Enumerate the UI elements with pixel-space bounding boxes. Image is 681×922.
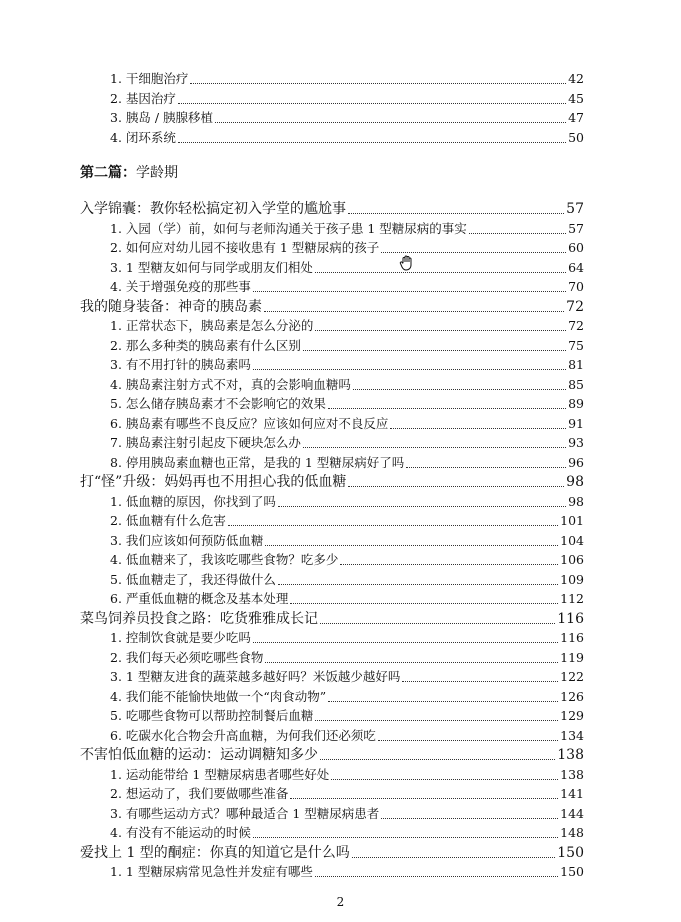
toc-entry-title: 4. 我们能不能愉快地做一个“肉食动物” bbox=[110, 688, 327, 704]
toc-entry-title: 6. 吃碳水化合物会升高血糖，为何我们还必须吃 bbox=[110, 727, 376, 743]
toc-subentry[interactable] bbox=[110, 688, 584, 706]
toc-entry-page: 141 bbox=[560, 786, 584, 801]
toc-entry-title: 1. 运动能带给 1 型糖尿病患者哪些好处 bbox=[110, 766, 330, 782]
toc-entry-page: 138 bbox=[557, 747, 584, 763]
toc-entry-page: 129 bbox=[560, 708, 584, 723]
toc-entry-page: 101 bbox=[560, 513, 584, 528]
toc-subentry[interactable] bbox=[110, 356, 584, 374]
toc-entry-page: 116 bbox=[557, 610, 584, 627]
toc-subentry[interactable] bbox=[110, 668, 584, 686]
part-heading bbox=[80, 164, 178, 182]
toc-subentry[interactable] bbox=[110, 532, 584, 550]
toc-entry-title: 2. 那么多种类的胰岛素有什么区别 bbox=[110, 337, 301, 353]
toc-section-entry[interactable] bbox=[80, 844, 584, 862]
toc-entry-title: 1. 1 型糖尿病常见急性并发症有哪些 bbox=[110, 864, 313, 879]
toc-entry-title: 2. 我们每天必须吃哪些食物 bbox=[110, 649, 264, 665]
dot-leader bbox=[328, 701, 558, 702]
toc-subentry[interactable] bbox=[110, 707, 584, 725]
toc-entry-title: 1. 正常状态下，胰岛素是怎么分泌的 bbox=[110, 318, 314, 333]
dot-leader bbox=[290, 603, 558, 604]
toc-entry-title: 5. 低血糖走了，我还得做什么 bbox=[110, 571, 276, 587]
toc-subentry[interactable] bbox=[110, 649, 584, 667]
dot-leader bbox=[278, 584, 558, 585]
toc-entry-title: 5. 吃哪些食物可以帮助控制餐后血糖 bbox=[110, 708, 314, 723]
toc-subentry[interactable] bbox=[110, 571, 584, 589]
dot-leader bbox=[265, 545, 558, 546]
dot-leader bbox=[328, 408, 566, 409]
toc-entry-title: 3. 我们应该如何预防低血糖 bbox=[110, 532, 264, 548]
toc-subentry[interactable] bbox=[110, 415, 584, 433]
dot-leader bbox=[378, 740, 558, 741]
dot-leader bbox=[340, 564, 558, 565]
dot-leader bbox=[381, 252, 566, 253]
toc-subentry[interactable] bbox=[110, 129, 584, 147]
toc-entry-page: 116 bbox=[560, 630, 584, 645]
toc-entry-title: 2. 如何应对幼儿园不接收患有 1 型糖尿病的孩子 bbox=[110, 240, 380, 255]
toc-entry-title: 4. 闭环系统 bbox=[110, 129, 176, 145]
toc-subentry[interactable] bbox=[110, 317, 584, 335]
toc-entry-page: 57 bbox=[566, 201, 584, 217]
toc-section-entry[interactable] bbox=[80, 473, 584, 491]
toc-section-entry[interactable] bbox=[80, 298, 584, 316]
toc-section-entry[interactable] bbox=[80, 610, 584, 628]
toc-entry-page: 70 bbox=[568, 279, 584, 294]
toc-subentry[interactable] bbox=[110, 766, 584, 784]
toc-entry-title: 4. 胰岛素注射方式不对，真的会影响血糖吗 bbox=[110, 376, 351, 392]
toc-subentry[interactable] bbox=[110, 278, 584, 296]
dot-leader bbox=[178, 103, 566, 104]
toc-entry-page: 47 bbox=[568, 110, 584, 125]
toc-entry-title: 爱找上 1 型的酮症：你真的知道它是什么吗 bbox=[80, 844, 350, 861]
toc-entry-page: 50 bbox=[568, 129, 584, 145]
toc-entry-title: 7. 胰岛素注射引起皮下硬块怎么办 bbox=[110, 435, 301, 450]
dot-leader bbox=[278, 506, 566, 507]
dot-leader bbox=[303, 447, 566, 448]
dot-leader bbox=[303, 350, 566, 351]
toc-subentry[interactable] bbox=[110, 70, 584, 88]
toc-subentry[interactable] bbox=[110, 454, 584, 472]
page-number: 2 bbox=[336, 895, 345, 909]
toc-entry-title: 6. 严重低血糖的概念及基本处理 bbox=[110, 591, 289, 606]
dot-leader bbox=[264, 311, 564, 312]
dot-leader bbox=[215, 122, 566, 123]
toc-entry-title: 3. 有不用打针的胰岛素吗 bbox=[110, 357, 251, 372]
toc-subentry[interactable] bbox=[110, 590, 584, 608]
toc-entry-title: 4. 关于增强免疫的那些事 bbox=[110, 279, 251, 294]
toc-entry-title: 1. 控制饮食就是要少吃吗 bbox=[110, 630, 251, 645]
part-title: 学龄期 bbox=[136, 165, 178, 181]
toc-entry-page: 96 bbox=[568, 454, 584, 470]
dot-leader bbox=[178, 142, 566, 143]
toc-subentry[interactable] bbox=[110, 109, 584, 127]
toc-entry-page: 72 bbox=[566, 298, 584, 315]
dot-leader bbox=[381, 818, 558, 819]
toc-entry-title: 5. 怎么储存胰岛素才不会影响它的效果 bbox=[110, 396, 326, 411]
dot-leader bbox=[315, 330, 566, 331]
dot-leader bbox=[352, 857, 555, 858]
toc-entry-title: 3. 有哪些运动方式？哪种最适合 1 型糖尿病患者 bbox=[110, 805, 380, 821]
dot-leader bbox=[402, 681, 558, 682]
toc-entry-title: 1. 低血糖的原因，你找到了吗 bbox=[110, 493, 276, 509]
toc-subentry[interactable] bbox=[110, 629, 584, 647]
toc-entry-page: 148 bbox=[560, 825, 584, 840]
toc-entry-page: 98 bbox=[566, 474, 584, 490]
toc-subentry[interactable] bbox=[110, 90, 584, 108]
dot-leader bbox=[320, 759, 555, 760]
toc-entry-title: 2. 低血糖有什么危害 bbox=[110, 513, 226, 528]
toc-entry-page: 122 bbox=[560, 669, 584, 684]
toc-entry-title: 1. 干细胞治疗 bbox=[110, 71, 189, 86]
dot-leader bbox=[290, 798, 558, 799]
toc-entry-title: 4. 有没有不能运动的时候 bbox=[110, 825, 251, 840]
toc-entry-title: 打“怪”升级：妈妈再也不用担心我的低血糖 bbox=[80, 474, 347, 490]
toc-entry-title: 入学锦囊：教你轻松搞定初入学堂的尴尬事 bbox=[80, 201, 346, 217]
dot-leader bbox=[253, 642, 558, 643]
toc-entry-title: 不害怕低血糖的运动：运动调糖知多少 bbox=[80, 747, 318, 763]
toc-entry-page: 45 bbox=[568, 90, 584, 106]
toc-entry-page: 57 bbox=[568, 220, 584, 236]
toc-entry-page: 98 bbox=[568, 493, 584, 509]
dot-leader bbox=[390, 428, 566, 429]
toc-subentry[interactable] bbox=[110, 376, 584, 394]
toc-subentry[interactable] bbox=[110, 727, 584, 745]
toc-entry-page: 85 bbox=[568, 376, 584, 392]
toc-entry-page: 119 bbox=[560, 649, 584, 665]
toc-subentry[interactable] bbox=[110, 220, 584, 238]
toc-entry-page: 150 bbox=[557, 844, 584, 861]
toc-entry-page: 104 bbox=[560, 532, 584, 548]
toc-entry-page: 93 bbox=[568, 435, 584, 450]
dot-leader bbox=[315, 720, 558, 721]
toc-entry-page: 91 bbox=[568, 415, 584, 431]
toc-entry-page: 134 bbox=[560, 727, 584, 743]
dot-leader bbox=[353, 389, 566, 390]
toc-subentry[interactable] bbox=[110, 512, 584, 530]
toc-entry-title: 6. 胰岛素有哪些不良反应？应该如何应对不良反应 bbox=[110, 415, 389, 431]
toc-subentry[interactable] bbox=[110, 863, 584, 881]
toc-entry-title: 4. 低血糖来了，我该吃哪些食物？吃多少 bbox=[110, 552, 339, 567]
toc-entry-title: 我的随身装备：神奇的胰岛素 bbox=[80, 298, 262, 315]
toc-entry-title: 8. 停用胰岛素血糖也正常，是我的 1 型糖尿病好了吗 bbox=[110, 454, 405, 470]
toc-entry-page: 112 bbox=[560, 591, 584, 606]
toc-entry-page: 64 bbox=[568, 259, 584, 275]
toc-subentry[interactable] bbox=[110, 239, 584, 257]
toc-subentry[interactable] bbox=[110, 395, 584, 413]
toc-entry-page: 75 bbox=[568, 337, 584, 353]
toc-entry-page: 150 bbox=[560, 864, 584, 879]
toc-entry-title: 2. 基因治疗 bbox=[110, 90, 176, 106]
dot-leader bbox=[253, 291, 566, 292]
toc-entry-page: 42 bbox=[568, 71, 584, 86]
toc-entry-title: 1. 入园（学）前，如何与老师沟通关于孩子患 1 型糖尿病的事实 bbox=[110, 220, 467, 236]
toc-entry-page: 144 bbox=[560, 805, 584, 821]
dot-leader bbox=[331, 779, 558, 780]
dot-leader bbox=[315, 272, 566, 273]
toc-entry-page: 72 bbox=[568, 318, 584, 333]
toc-entry-page: 81 bbox=[568, 357, 584, 372]
dot-leader bbox=[320, 623, 555, 624]
toc-entry-page: 60 bbox=[568, 240, 584, 255]
toc-entry-title: 菜鸟饲养员投食之路：吃货雅雅成长记 bbox=[80, 610, 318, 627]
dot-leader bbox=[265, 662, 558, 663]
toc-subentry[interactable] bbox=[110, 493, 584, 511]
toc-entry-page: 89 bbox=[568, 396, 584, 411]
toc-section-entry[interactable] bbox=[80, 200, 584, 218]
toc-entry-page: 126 bbox=[560, 688, 584, 704]
toc-entry-page: 138 bbox=[560, 766, 584, 782]
toc-subentry[interactable] bbox=[110, 824, 584, 842]
dot-leader bbox=[469, 233, 566, 234]
toc-subentry[interactable] bbox=[110, 259, 584, 277]
dot-leader bbox=[406, 467, 566, 468]
dot-leader bbox=[315, 876, 558, 877]
toc-entry-title: 3. 1 型糖友进食的蔬菜越多越好吗？米饭越少越好吗 bbox=[110, 669, 401, 684]
dot-leader bbox=[228, 525, 558, 526]
toc-entry-page: 106 bbox=[560, 552, 584, 567]
toc-subentry[interactable] bbox=[110, 337, 584, 355]
toc-entry-title: 2. 想运动了，我们要做哪些准备 bbox=[110, 786, 289, 801]
dot-leader bbox=[348, 213, 564, 214]
toc-section-entry[interactable] bbox=[80, 746, 584, 764]
toc-entry-title: 3. 1 型糖友如何与同学或朋友们相处 bbox=[110, 259, 313, 275]
part-label: 第二篇： bbox=[80, 165, 136, 181]
toc-subentry[interactable] bbox=[110, 805, 584, 823]
toc-subentry[interactable] bbox=[110, 434, 584, 452]
dot-leader bbox=[348, 486, 564, 487]
toc-entry-title: 3. 胰岛 / 胰腺移植 bbox=[110, 110, 214, 125]
toc-subentry[interactable] bbox=[110, 551, 584, 569]
dot-leader bbox=[253, 369, 566, 370]
toc-subentry[interactable] bbox=[110, 785, 584, 803]
toc-entry-page: 109 bbox=[560, 571, 584, 587]
hand-cursor-icon bbox=[398, 254, 416, 272]
dot-leader bbox=[190, 83, 566, 84]
dot-leader bbox=[253, 837, 558, 838]
